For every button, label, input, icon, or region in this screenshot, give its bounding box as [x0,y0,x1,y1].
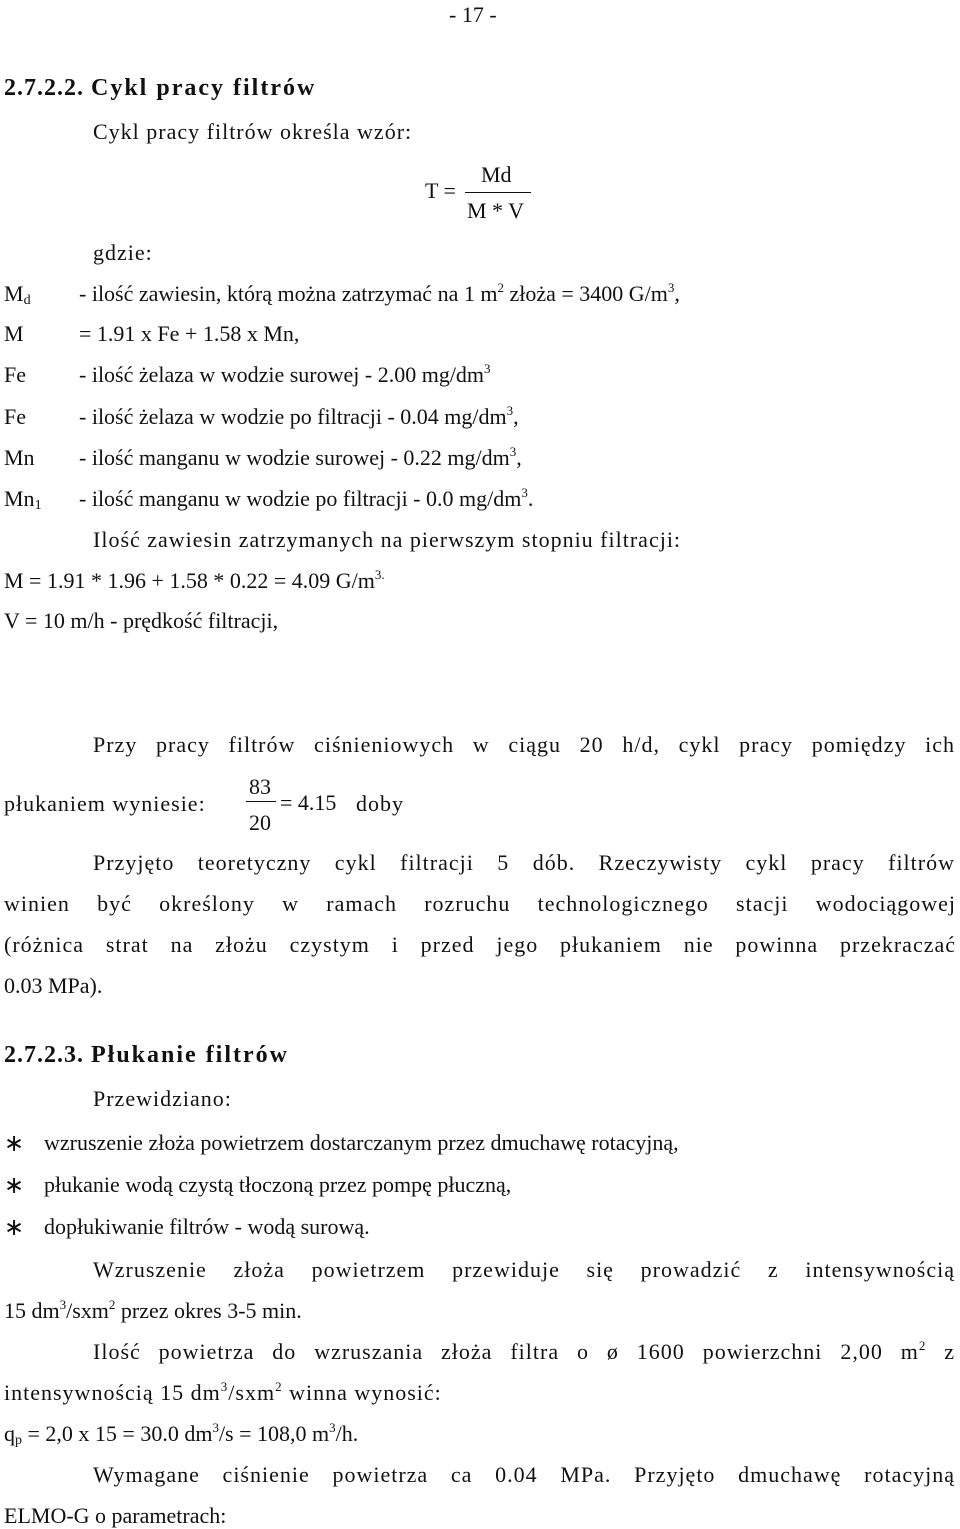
page-number: - 17 - [449,2,497,27]
definition-symbol: Fe [4,404,26,429]
fraction-bar [246,801,276,802]
rinse-numerator: 83 [249,774,271,799]
suspended-heading: Ilość zawiesin zatrzymanych na pierwszym stopniu filtracji: [93,527,682,552]
section-number: 2.7.2.2. [4,75,84,101]
rinse-prefix: płukaniem wyniesie: [4,791,206,816]
definition-symbol: $Mn_1$ [4,486,42,513]
fraction-bar [465,192,531,193]
list-item: płukanie wodą czystą tłoczoną przez pompę płuczną, [44,1172,512,1197]
section-heading-2-7-2-2 [4,76,316,100]
air-paragraph-line: Wzruszenie złoża powietrzem przewiduje się prowadzić z intensywnością [93,1257,955,1282]
adopted-paragraph-line: winien być określony w ramach rozruchu technologicznego stacji wodociągowej [4,891,956,916]
definition-text: - ilość żelaza w wodzie surowej - 2.00 $mg/dm^3$ [79,361,491,387]
list-item: dopłukiwanie filtrów - wodą surową. [44,1214,370,1239]
rinse-denominator: 20 [249,810,271,835]
section-title: Cykl pracy filtrów [91,75,317,101]
bullet-icon: ∗ [4,1215,25,1241]
definition-text: - ilość manganu w wodzie surowej - 0.22 $mg/dm^3$, [79,444,522,470]
provided-intro: Przewidziano: [93,1086,232,1111]
definition-text: = 1.91 x Fe + 1.58 x Mn, [79,321,300,346]
bullet-icon: ∗ [4,1173,25,1199]
pressure-paragraph-line: Przy pracy filtrów ciśnieniowych w ciągu 20 h/d, cykl pracy pomiędzy ich [93,732,955,757]
where-label: gdzie: [93,240,153,265]
qp-calculation: $q_p = 2,0$ x 15 = 30.0 $dm^3/s = 108,0$ $m^3/h$. [4,1420,359,1448]
definition-text: - ilość zawiesin, którą można zatrzymać na 1 $m^2$ złoża = 3400 $G/m^3$, [79,280,680,306]
amount-paragraph-line: intensywnością 15 $dm^3/sxm^2$ winna wynosić: [4,1379,442,1405]
definition-text: - ilość manganu w wodzie po filtracji - 0.0 $mg/dm^3$. [79,485,534,511]
list-item: wzruszenie złoża powietrzem dostarczanym przez dmuchawę rotacyjną, [44,1130,679,1155]
formula-intro: Cykl pracy filtrów określa wzór: [93,119,413,144]
adopted-paragraph-line: (różnica strat na złożu czystym i przed jego płukaniem nie powinna przekraczać [4,932,956,957]
definition-text: - ilość żelaza w wodzie po filtracji - 0.04 $mg/dm^3$, [79,403,519,429]
formula-numerator: Md [481,162,512,187]
section-number: 2.7.2.3. [4,1042,84,1068]
adopted-paragraph-line: Przyjęto teoretyczny cykl filtracji 5 dób. Rzeczywisty cykl pracy filtrów [93,850,955,875]
v-speed-line: V = 10 m/h - prędkość filtracji, [4,608,279,633]
definition-symbol: Fe [4,362,26,387]
air-paragraph-line: 15 $dm^3/sxm^2$ przez okres 3-5 min. [4,1297,302,1323]
adopted-paragraph-line: 0.03 MPa). [4,973,103,998]
bullet-icon: ∗ [4,1131,25,1157]
formula-denominator: M * V [467,198,525,223]
definition-symbol: Mn [4,445,35,470]
amount-paragraph-line: Ilość powietrza do wzruszania złoża filtra o ø 1600 powierzchni 2,00 $m^2$ z [93,1338,956,1364]
pressure-required-line: Wymagane ciśnienie powietrza ca 0.04 MPa. Przyjęto dmuchawę rotacyjną [93,1462,955,1487]
m-calculation: M = 1.91 * 1.96 + 1.58 * 0.22 = 4.09 $G/m^{3.}$ [4,567,385,593]
rinse-result: = 4.15 [280,790,337,815]
section-heading-2-7-2-3 [4,1043,289,1067]
rinse-unit: doby [356,791,404,816]
section-title: Płukanie filtrów [91,1042,289,1068]
definition-symbol: $M_d$ [4,281,31,308]
definition-symbol: M [4,321,24,346]
pressure-required-line: ELMO-G o parametrach: [4,1503,227,1528]
formula-lhs: T = [425,178,456,203]
